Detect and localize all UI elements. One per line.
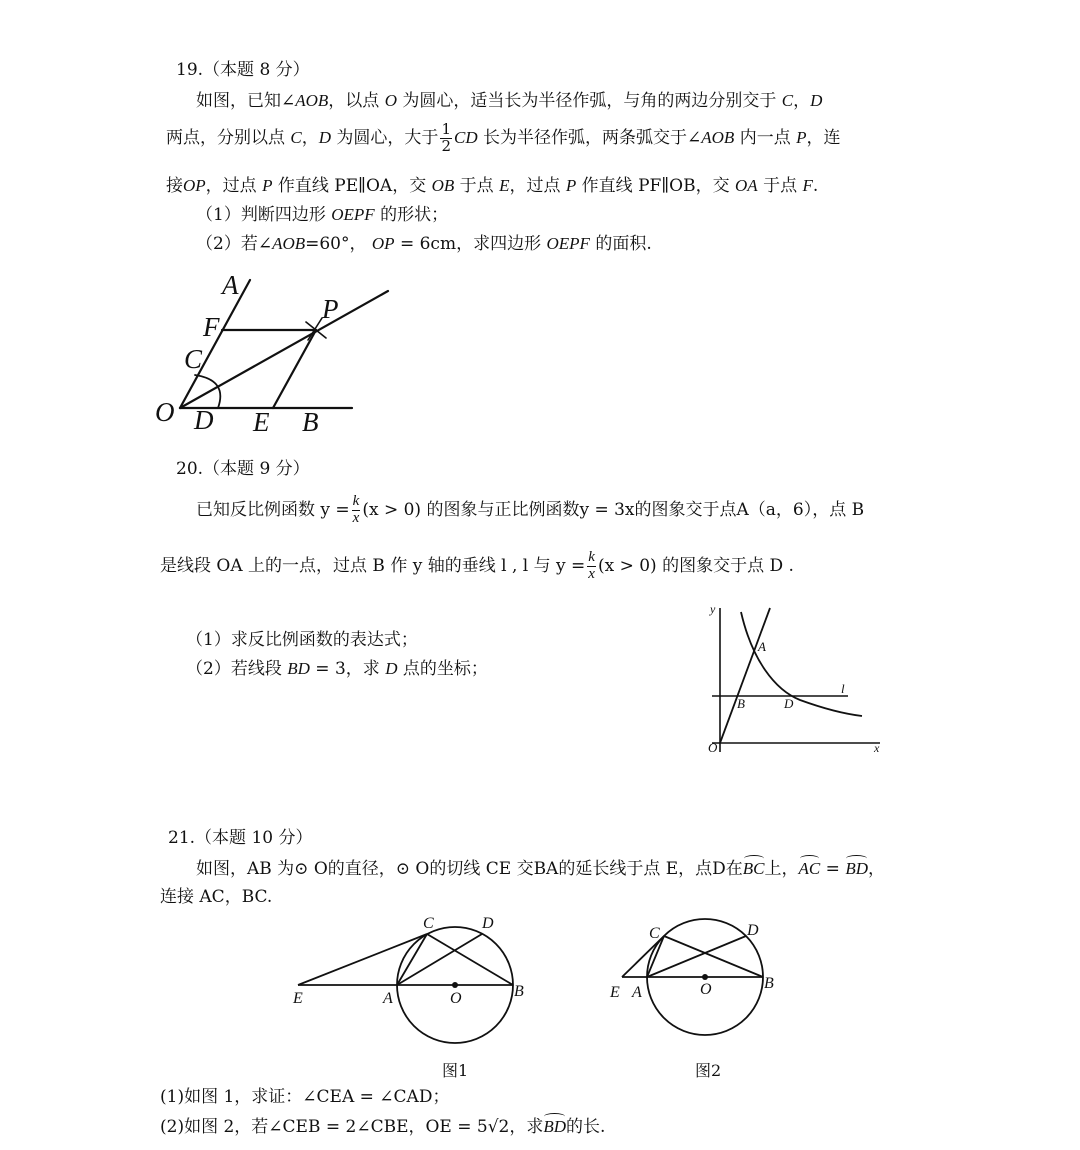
q19-line1: 如图，已知∠AOB，以点 O 为圆心，适当长为半径作弧，与角的两边分别交于 C，D — [196, 91, 823, 111]
label-C: C — [423, 915, 434, 932]
label-C: C — [184, 344, 203, 374]
q21-part2: (2)如图 2，若∠CEB = 2∠CBE，OE = 5√2，求BD的长. — [160, 1117, 606, 1137]
q20-fraction-2: $\frac{k}{x}$ — [588, 549, 595, 582]
q20-part1: （1）求反比例函数的表达式； — [186, 630, 418, 650]
chord-AC — [397, 934, 427, 985]
label-E: E — [253, 407, 270, 437]
label-y: y — [710, 602, 716, 616]
q20-line1: 已知反比例函数 y = $\frac{k}{x}$ (x > 0) 的图象与正比例函数y = 3x的图象交于点A（a，6），点 B — [196, 493, 865, 526]
label-B: B — [737, 696, 745, 711]
q19-part1: （1）判断四边形 OEPF 的形状； — [196, 205, 449, 225]
label-A: A — [758, 639, 766, 654]
chord-CB — [664, 936, 763, 977]
label-O: O — [450, 990, 462, 1007]
label-E: E — [610, 984, 620, 1001]
q20-part2: （2）若线段 BD = 3，求 D 点的坐标； — [186, 659, 488, 679]
label-A: A — [632, 984, 642, 1001]
label-P: P — [322, 294, 339, 324]
label-O: O — [155, 397, 175, 427]
label-D: D — [747, 922, 759, 939]
q19-line2: 两点，分别以点 C，D 为圆心，大于 $\frac{1}{2}$ CD 长为半径作弧，两条弧交于∠AOB 内一点 P，连 — [166, 120, 841, 155]
segment-PE — [273, 330, 316, 408]
label-D: D — [482, 915, 494, 932]
q21-figure2 — [605, 915, 785, 1055]
label-D: D — [784, 696, 794, 711]
q21-figure1 — [290, 910, 530, 1055]
center-dot — [702, 974, 708, 980]
label-A: A — [383, 990, 393, 1007]
q20-title: 20.（本题 9 分） — [176, 459, 310, 479]
label-l: l — [841, 681, 845, 696]
q21-title: 21.（本题 10 分） — [168, 828, 313, 848]
label-D: D — [194, 405, 214, 435]
tangent-EC — [622, 936, 664, 977]
q21-line1: 如图，AB 为⊙ O的直径，⊙ O的切线 CE 交BA的延长线于点 E，点D在BC上，AC = BD， — [196, 859, 885, 879]
label-B: B — [514, 983, 524, 1000]
label-E: E — [293, 990, 303, 1007]
q19-figure — [150, 268, 410, 440]
label-A: A — [222, 270, 239, 300]
q19-part2: （2）若∠AOB=60°， OP = 6cm，求四边形 OEPF 的面积. — [196, 234, 652, 254]
q19-line3: 接OP，过点 P 作直线 PE∥OA，交 OB 于点 E，过点 P 作直线 PF∥OB，交 OA 于点 F. — [166, 176, 819, 196]
q19-title: 19.（本题 8 分） — [176, 60, 310, 80]
label-F: F — [203, 312, 220, 342]
fig2-caption: 图2 — [695, 1061, 722, 1080]
hyperbola — [741, 612, 862, 716]
q20-line2: 是线段 OA 上的一点，过点 B 作 y 轴的垂线 l , l 与 y = $\frac{k}{x}$ (x > 0) 的图象交于点 D . — [160, 549, 794, 582]
label-O: O — [708, 740, 718, 755]
label-C: C — [649, 925, 660, 942]
q20-fraction-1: $\frac{k}{x}$ — [352, 493, 360, 526]
q20-graph — [700, 600, 886, 758]
q21-part1: (1)如图 1，求证：∠CEA = ∠CAD； — [160, 1087, 450, 1107]
fig1-caption: 图1 — [442, 1061, 469, 1080]
tangent-EC — [298, 934, 427, 985]
q21-line2: 连接 AC，BC. — [160, 887, 273, 907]
label-O: O — [700, 981, 712, 998]
center-dot — [452, 982, 458, 988]
label-B: B — [764, 975, 774, 992]
label-x: x — [874, 741, 880, 755]
label-B: B — [302, 407, 319, 437]
q19-fraction: $\frac{1}{2}$ — [441, 120, 451, 155]
